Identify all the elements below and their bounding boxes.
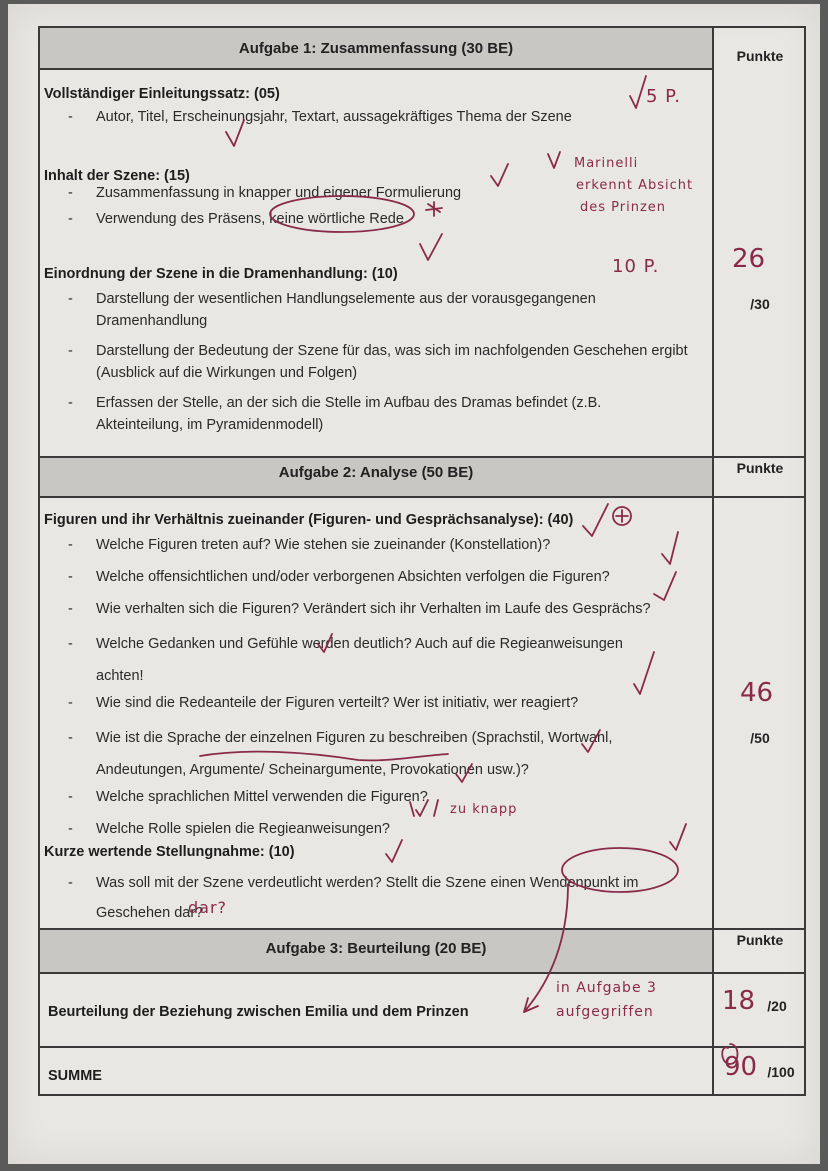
list-item: - Welche offensichtlichen und/oder verborgenen Absichten verfolgen die Figuren? — [68, 569, 610, 585]
handwritten-aufgabe3-note-1: in Aufgabe 3 — [556, 980, 657, 996]
list-item: - Verwendung des Präsens, keine wörtliche Rede — [68, 211, 404, 227]
section-inhalt: Inhalt der Szene: (15) — [44, 168, 190, 184]
list-item: - Welche Figuren treten auf? Wie stehen sie zueinander (Konstellation)? — [68, 537, 551, 553]
handwritten-aufgabe3-note-2: aufgegriffen — [556, 1004, 654, 1020]
aufgabe1-title: Aufgabe 1: Zusammenfassung (30 BE) — [238, 40, 514, 57]
list-item: - Erfassen der Stelle, an der sich die Stelle im Aufbau des Dramas befindet (z.B. Akteinteilung, im Pyramidenmodell) — [68, 395, 602, 433]
list-item: - Welche sprachlichen Mittel verwenden die Figuren? — [68, 789, 428, 805]
list-item: - Welche Rolle spielen die Regieanweisungen? — [68, 821, 390, 837]
handwritten-points-1: 5 P. — [646, 86, 681, 107]
list-item: - Wie verhalten sich die Figuren? Verändert sich ihr Verhalten im Laufe des Gesprächs? — [68, 601, 651, 617]
summe-total: /100 — [767, 1064, 795, 1080]
aufgabe2-total: /50 — [750, 730, 770, 746]
list-item: - Welche Gedanken und Gefühle werden deutlich? Auch auf die Regieanweisungen achten! — [68, 636, 623, 684]
aufgabe1-total: /30 — [750, 296, 770, 312]
handwritten-marinelli: Marinelli — [574, 156, 639, 171]
aufgabe1-score: 26 — [732, 244, 766, 274]
aufgabe2-title: Aufgabe 2: Analyse (50 BE) — [278, 464, 474, 481]
handwritten-zu-knapp: zu knapp — [450, 802, 518, 817]
handwritten-points-2: 10 P. — [612, 256, 660, 277]
handwritten-erkennt: erkennt Absicht — [576, 178, 694, 193]
handwritten-dar: dar? — [188, 898, 228, 917]
section-einleitungssatz: Vollständiger Einleitungssatz: (05) — [44, 86, 280, 102]
aufgabe3-total: /20 — [767, 998, 787, 1014]
summe-score: 90 — [724, 1052, 758, 1082]
handwritten-prinzen: des Prinzen — [580, 200, 667, 215]
aufgabe2-score: 46 — [740, 678, 774, 708]
summe-label: SUMME — [48, 1068, 102, 1084]
aufgabe1-punkte-header: Punkte — [736, 48, 784, 64]
list-item: - Darstellung der Bedeutung der Szene für das, was sich im nachfolgenden Geschehen ergibt (Ausblick auf die Wirkungen und Folgen) — [68, 343, 688, 381]
list-item: - Wie sind die Redeanteile der Figuren verteilt? Wer ist initiativ, wer reagiert? — [68, 695, 579, 711]
section-einordnung: Einordnung der Szene in die Dramenhandlung: (10) — [44, 266, 398, 282]
list-item: - Zusammenfassung in knapper und eigener Formulierung — [68, 185, 462, 201]
aufgabe3-score: 18 — [722, 986, 756, 1016]
list-item: - Was soll mit der Szene verdeutlicht werden? Stellt die Szene einen Wendenpunkt im Geschehen dar? — [68, 875, 639, 921]
section-stellungnahme: Kurze wertende Stellungnahme: (10) — [44, 844, 295, 860]
aufgabe3-row: Beurteilung der Beziehung zwischen Emilia und dem Prinzen — [48, 1004, 469, 1020]
list-item: - Darstellung der wesentlichen Handlungselemente aus der vorausgegangenen Dramenhandlung — [68, 291, 596, 329]
aufgabe3-punkte-header: Punkte — [736, 932, 784, 948]
aufgabe3-title: Aufgabe 3: Beurteilung (20 BE) — [265, 940, 487, 957]
list-item: - Wie ist die Sprache der einzelnen Figuren zu beschreiben (Sprachstil, Wortwahl, Andeutungen, Argumente/ Scheinargumente, Provokationen usw.)? — [68, 730, 613, 778]
section-figuren: Figuren und ihr Verhältnis zueinander (Figuren- und Gesprächsanalyse): (40) — [44, 512, 574, 528]
list-item: - Autor, Titel, Erscheinungsjahr, Textart, aussagekräftiges Thema der Szene — [68, 109, 572, 125]
aufgabe2-punkte-header: Punkte — [736, 460, 784, 476]
grading-table — [38, 26, 806, 1096]
document-page — [8, 4, 820, 1164]
